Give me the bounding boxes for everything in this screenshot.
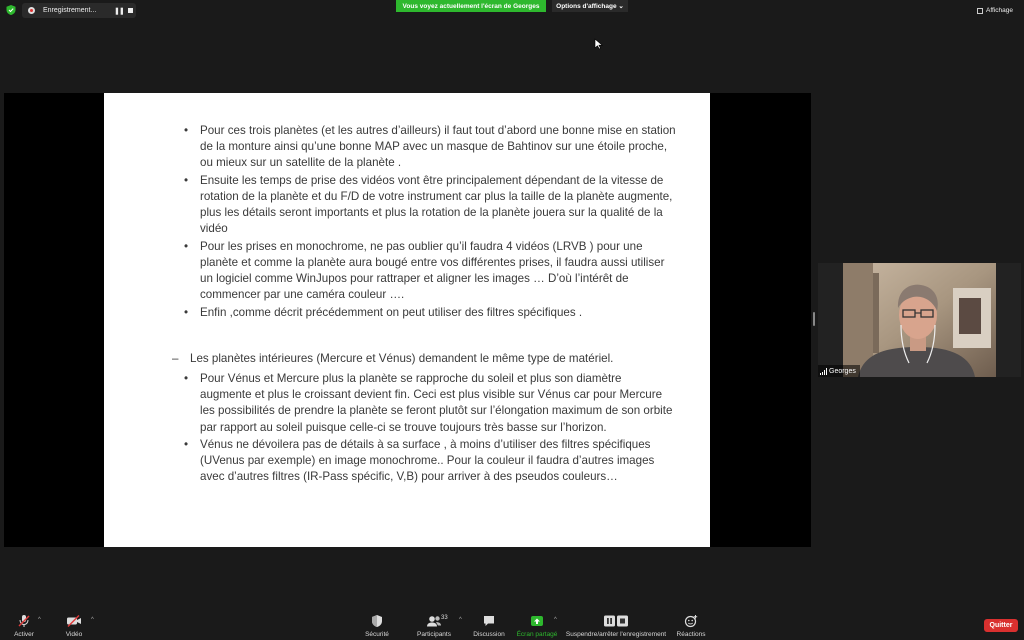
display-button[interactable] xyxy=(977,5,1020,16)
participant-name-tag xyxy=(818,365,860,377)
stop-recording-icon[interactable] xyxy=(128,8,133,13)
share-screen-button[interactable] xyxy=(516,606,558,640)
audio-options-chevron-icon[interactable]: ^ xyxy=(38,617,41,623)
bullet-list-2 xyxy=(200,371,676,487)
pause-stop-recording-button[interactable] xyxy=(566,606,666,640)
video-camera-off-icon xyxy=(66,614,82,628)
grid-view-icon xyxy=(977,8,983,14)
share-screen-icon xyxy=(530,614,544,628)
unmute-label: Activer xyxy=(14,631,34,638)
participants-label: Participants xyxy=(417,631,451,638)
pause-stop-icon xyxy=(603,614,629,628)
emoji-reaction-icon xyxy=(684,614,698,628)
leave-meeting-button[interactable]: Quitter xyxy=(984,619,1018,632)
display-label: Affichage xyxy=(986,7,1013,14)
share-screen-label: Écran partagé xyxy=(516,631,558,638)
security-label: Sécurité xyxy=(365,631,389,638)
microphone-muted-icon xyxy=(17,614,31,628)
share-options-chevron-icon[interactable]: ^ xyxy=(554,617,557,623)
reactions-label: Réactions xyxy=(676,631,706,638)
presentation-slide xyxy=(104,93,710,547)
signal-bars-icon xyxy=(820,368,827,375)
slide-bullet: • Pour ces trois planètes (et les autres d’ailleurs) il faut tout d’abord une bonne mise en station de la monture ainsi qu’une bonne MAP avec un masque de Bahtinov sur une étoile proche, ou mieux sur un satellite de la planète . xyxy=(200,123,676,172)
slide-bullet: • Ensuite les temps de prise des vidéos vont être principalement dépendant de la vitesse de rotation de la planète et du F/D de votre instrument car plus la taille de la planète augmente, plus les détails seront importants et plus la rotation de la planète jouera sur la qualité de la vidéo xyxy=(200,173,676,238)
video-label: Vidéo xyxy=(65,631,83,638)
screen-share-banner: Vous voyez actuellement l'écran de Georges xyxy=(396,0,546,12)
video-options-chevron-icon[interactable]: ^ xyxy=(91,617,94,623)
reactions-button[interactable] xyxy=(676,606,706,640)
slide-bullet: • Pour Vénus et Mercure plus la planète se rapproche du soleil et plus son diamètre augmente et plus le croissant devient fin. Ceci est plus visible sur Vénus car pour Mercure les possibilités de prendre la planète se feront plutôt sur l’élongation maximum de son orbite par rapport au soleil puisque celle-ci se trouve toujours très basse sur l’horizon. xyxy=(200,371,676,436)
bullet-list-1 xyxy=(200,123,676,322)
unmute-button[interactable] xyxy=(10,606,38,640)
panel-resize-handle[interactable] xyxy=(813,312,815,326)
recording-label: Enregistrement... xyxy=(43,7,97,14)
dash-item-text: Les planètes intérieures (Mercure et Vénus) demandent le même type de matériel. xyxy=(190,352,614,365)
view-options-button[interactable]: Options d'affichage ⌄ xyxy=(552,0,628,12)
video-button[interactable] xyxy=(60,606,88,640)
pause-recording-icon[interactable]: ❚❚ xyxy=(114,8,124,15)
chat-button[interactable] xyxy=(472,606,506,640)
slide-bullet: • Enfin ,comme décrit précédemment on peut utiliser des filtres spécifiques . xyxy=(200,305,676,321)
top-bar xyxy=(0,0,1024,20)
security-button[interactable] xyxy=(362,606,392,640)
participant-video-tile[interactable] xyxy=(818,263,1021,377)
pause-stop-label: Suspendre/arrêter l'enregistrement xyxy=(565,631,667,638)
participants-options-chevron-icon[interactable]: ^ xyxy=(459,617,462,623)
chat-label: Discussion xyxy=(473,631,505,638)
chat-bubble-icon xyxy=(482,614,496,628)
mouse-cursor-icon xyxy=(594,38,604,50)
recording-dot-icon xyxy=(28,7,35,14)
slide-bullet: • Vénus ne dévoilera pas de détails à sa surface , à moins d’utiliser des filtres spécifiques (UVenus par exemple) en image monochrome.. Pour la couleur il faudra d’autres images avec d’autres filtres (IR-Pass spécific, V,B) pour arriver à des pseudos couleurs… xyxy=(200,437,676,486)
meeting-toolbar xyxy=(0,606,1024,640)
slide-bullet: • Pour les prises en monochrome, ne pas oublier qu’il faudra 4 vidéos (LRVB ) pour une planète et comme la planète aura bougé entre vos différentes prises, il faudra aussi utiliser un logiciel comme WinJupos pour rattraper et aligner les images … D’où l’intérêt de commencer par une caméra couleur …. xyxy=(200,239,676,304)
security-shield-icon xyxy=(5,4,17,16)
participants-count: 33 xyxy=(441,615,448,621)
shield-icon xyxy=(371,614,383,628)
participant-video-image xyxy=(843,263,996,377)
recording-indicator[interactable] xyxy=(22,3,136,18)
participants-button[interactable] xyxy=(414,606,454,640)
dash-marker: – xyxy=(172,352,179,365)
participant-name: Georges xyxy=(829,367,856,375)
